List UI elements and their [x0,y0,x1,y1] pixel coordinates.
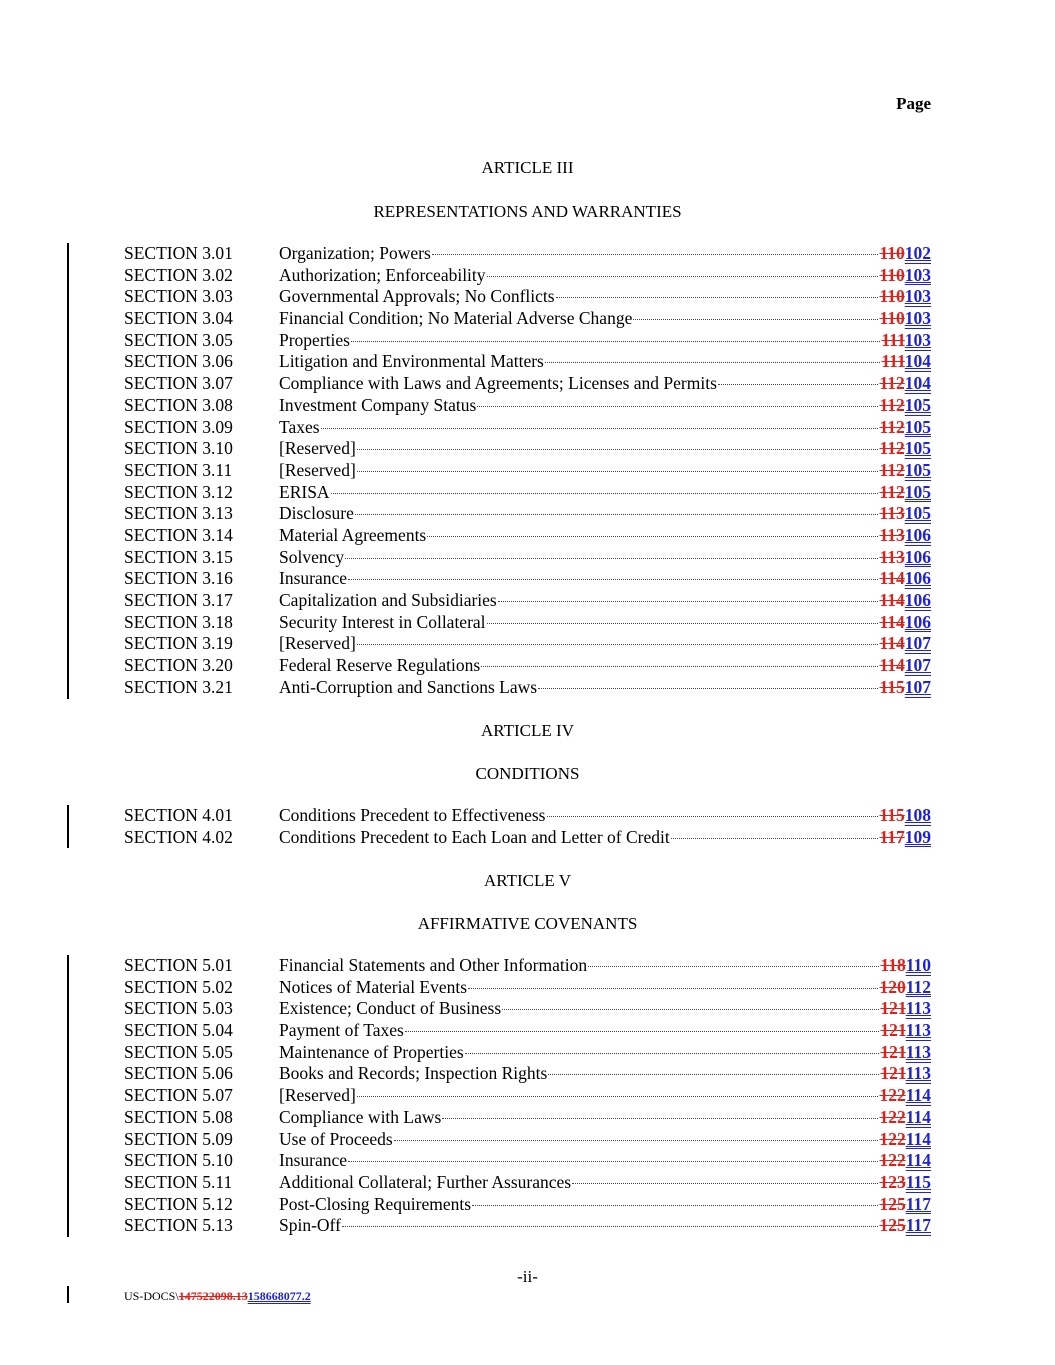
section-title: [Reserved] [279,459,356,480]
section-title: Conditions Precedent to Effectiveness [279,805,546,825]
toc-row[interactable] [0,1020,1055,1042]
page-reference[interactable] [879,243,931,265]
deleted-page-number: 113 [879,546,905,567]
inserted-page-number[interactable]: 106 [904,590,931,610]
section-title: Litigation and Environmental Matters [279,351,544,372]
article-heading: ARTICLE III [481,158,574,177]
dot-leader [487,276,879,277]
deleted-page-number: 123 [879,1171,906,1192]
dot-leader [468,988,878,989]
dot-leader [588,966,879,967]
article-heading: ARTICLE IV [481,721,574,740]
dot-leader [345,558,878,559]
section-number: SECTION 5.13 [124,1215,233,1236]
dot-leader [548,1074,879,1075]
deleted-page-number: 125 [879,1193,906,1214]
section-title: Use of Proceeds [279,1128,393,1149]
page-reference[interactable] [879,1129,931,1151]
dot-leader [331,493,879,494]
deleted-page-number: 114 [879,590,905,610]
deleted-page-number: 121 [880,1063,906,1084]
inserted-page-number[interactable]: 113 [905,1020,931,1041]
article-heading: ARTICLE V [484,871,571,890]
deleted-page-number: 115 [879,676,905,697]
page-reference[interactable] [879,1194,931,1216]
deleted-page-number: 125 [879,1215,906,1236]
footer-change-bar [67,1286,69,1303]
section-title: Anti-Corruption and Sanctions Laws [279,676,538,697]
page-reference[interactable] [880,998,931,1020]
toc-row[interactable] [0,1194,1055,1216]
toc-row[interactable] [0,998,1055,1020]
section-title: [Reserved] [279,633,356,654]
page-reference[interactable] [879,568,931,590]
toc-row[interactable] [0,330,1055,352]
page-reference[interactable] [879,265,931,287]
page-reference[interactable] [879,503,931,525]
section-number: SECTION 3.20 [124,655,233,676]
dot-leader [633,319,878,320]
toc-row[interactable] [0,1172,1055,1194]
page-label: Page [896,94,931,113]
page-reference[interactable] [879,1215,931,1237]
inserted-page-number[interactable]: 104 [904,351,931,372]
toc-row[interactable] [0,243,1055,265]
section-number: SECTION 3.17 [124,590,233,610]
section-number: SECTION 3.08 [124,394,233,415]
toc-row[interactable] [0,525,1055,547]
inserted-page-number[interactable]: 114 [905,1085,931,1106]
toc-row[interactable] [0,1107,1055,1129]
dot-leader [357,1096,879,1097]
dot-leader [472,1205,878,1206]
page-reference[interactable] [879,827,931,849]
inserted-page-number[interactable]: 108 [904,805,931,825]
section-title: Governmental Approvals; No Conflicts [279,286,555,307]
dot-leader [671,838,879,839]
document-id-inserted: 158668077.2 [247,1289,311,1303]
inserted-page-number[interactable]: 107 [904,676,931,697]
document-id-deleted: 147522098.13 [178,1289,248,1303]
section-title: Insurance [279,568,348,589]
toc-row[interactable] [0,373,1055,395]
dot-leader [432,254,879,255]
section-number: SECTION 3.11 [124,459,233,480]
dot-leader [348,579,878,580]
toc-row[interactable] [0,395,1055,417]
page-reference[interactable] [879,1150,931,1172]
toc-row[interactable] [0,482,1055,504]
section-number: SECTION 5.09 [124,1128,233,1149]
section-title: Maintenance of Properties [279,1041,464,1062]
deleted-page-number: 121 [880,1041,906,1062]
section-title: Security Interest in Collateral [279,611,486,632]
section-title: [Reserved] [279,438,356,459]
deleted-page-number: 110 [879,243,905,263]
page-reference[interactable] [879,482,931,504]
section-number: SECTION 5.05 [124,1041,233,1062]
page-reference[interactable] [879,1107,931,1129]
section-number: SECTION 5.08 [124,1106,233,1127]
section-title: Material Agreements [279,524,427,545]
section-title: Existence; Conduct of Business [279,998,502,1019]
dot-leader [348,1161,878,1162]
toc-row[interactable] [0,1063,1055,1085]
section-number: SECTION 5.11 [124,1171,233,1192]
inserted-page-number[interactable]: 107 [904,655,931,676]
section-number: SECTION 3.06 [124,351,233,372]
dot-leader [718,384,879,385]
article-title: REPRESENTATIONS AND WARRANTIES [373,202,682,221]
page-reference[interactable] [879,805,931,827]
dot-leader [547,816,879,817]
toc-row[interactable] [0,568,1055,590]
deleted-page-number: 111 [881,351,905,372]
page-reference[interactable] [879,286,931,308]
section-number: SECTION 5.02 [124,976,233,997]
article-title: AFFIRMATIVE COVENANTS [417,914,638,933]
toc-group-article-3 [0,243,1055,698]
dot-leader [442,1118,878,1119]
toc-row[interactable] [0,612,1055,634]
deleted-page-number: 113 [879,503,905,524]
inserted-page-number[interactable]: 105 [904,438,931,459]
inserted-page-number[interactable]: 107 [904,633,931,654]
dot-leader [556,297,879,298]
section-number: SECTION 3.01 [124,243,233,263]
inserted-page-number[interactable]: 109 [904,826,931,847]
dot-leader [572,1183,878,1184]
inserted-page-number[interactable]: 102 [904,243,931,263]
deleted-page-number: 121 [880,998,906,1019]
toc-row[interactable] [0,1215,1055,1237]
deleted-page-number: 122 [879,1150,906,1171]
page-reference[interactable] [880,1063,931,1085]
inserted-page-number[interactable]: 117 [905,1193,931,1214]
deleted-page-number: 117 [879,826,905,847]
inserted-page-number[interactable]: 105 [904,503,931,524]
page-reference[interactable] [881,330,931,352]
section-number: SECTION 3.05 [124,329,233,350]
section-number: SECTION 3.19 [124,633,233,654]
inserted-page-number[interactable]: 103 [904,286,931,307]
toc-row[interactable] [0,286,1055,308]
section-number: SECTION 3.04 [124,308,233,329]
dot-leader [481,666,878,667]
inserted-page-number[interactable]: 103 [904,329,931,350]
page-reference[interactable] [879,417,931,439]
deleted-page-number: 112 [879,438,905,459]
deleted-page-number: 112 [879,416,905,437]
page-reference[interactable] [879,977,931,999]
page-reference[interactable] [879,373,931,395]
toc-row[interactable] [0,460,1055,482]
section-number: SECTION 3.14 [124,524,233,545]
section-number: SECTION 3.13 [124,503,233,524]
section-number: SECTION 5.06 [124,1063,233,1084]
dot-leader [342,1226,879,1227]
deleted-page-number: 112 [879,459,905,480]
page-reference[interactable] [880,1020,931,1042]
section-title: Solvency [279,546,345,567]
section-number: SECTION 5.01 [124,955,233,975]
dot-leader [487,623,879,624]
section-number: SECTION 5.07 [124,1085,233,1106]
dot-leader [465,1053,880,1054]
inserted-page-number[interactable]: 110 [905,955,931,975]
section-number: SECTION 5.10 [124,1150,233,1171]
inserted-page-number[interactable]: 113 [905,998,931,1019]
section-number: SECTION 3.18 [124,611,233,632]
inserted-page-number[interactable]: 113 [905,1041,931,1062]
footer-page-number: -ii- [517,1267,538,1286]
deleted-page-number: 110 [879,264,905,285]
section-title: Taxes [279,416,320,437]
section-title: Additional Collateral; Further Assurances [279,1171,572,1192]
page-reference[interactable] [879,395,931,417]
section-title: Financial Statements and Other Information [279,955,588,975]
page-reference[interactable] [879,438,931,460]
section-title: Financial Condition; No Material Adverse Change [279,308,633,329]
dot-leader [498,601,879,602]
deleted-page-number: 113 [879,524,905,545]
section-number: SECTION 3.09 [124,416,233,437]
deleted-page-number: 114 [879,633,905,654]
inserted-page-number[interactable]: 114 [905,1150,931,1171]
section-title: Disclosure [279,503,354,524]
section-number: SECTION 3.21 [124,676,233,697]
page-reference[interactable] [879,677,931,699]
section-title: Compliance with Laws [279,1106,442,1127]
page-reference[interactable] [879,612,931,634]
dot-leader [538,688,878,689]
inserted-page-number[interactable]: 113 [905,1063,931,1084]
deleted-page-number: 122 [879,1085,906,1106]
dot-leader [357,471,879,472]
deleted-page-number: 114 [879,568,905,589]
inserted-page-number[interactable]: 114 [905,1106,931,1127]
deleted-page-number: 122 [879,1128,906,1149]
deleted-page-number: 114 [879,655,905,676]
page-reference[interactable] [879,590,931,612]
inserted-page-number[interactable]: 106 [904,546,931,567]
inserted-page-number[interactable]: 106 [904,611,931,632]
dot-leader [357,449,879,450]
section-title: Notices of Material Events [279,976,468,997]
section-title: Properties [279,329,350,350]
dot-leader [351,341,880,342]
inserted-page-number[interactable]: 105 [904,459,931,480]
toc-row[interactable] [0,677,1055,699]
inserted-page-number[interactable]: 103 [904,308,931,329]
toc-row[interactable] [0,590,1055,612]
section-title: Payment of Taxes [279,1020,404,1041]
toc-row[interactable] [0,265,1055,287]
toc-row[interactable] [0,805,1055,827]
deleted-page-number: 122 [879,1106,906,1127]
toc-row[interactable] [0,351,1055,373]
section-number: SECTION 5.12 [124,1193,233,1214]
section-title: ERISA [279,481,330,502]
inserted-page-number[interactable]: 105 [904,394,931,415]
dot-leader [394,1140,879,1141]
inserted-page-number[interactable]: 115 [905,1171,931,1192]
section-number: SECTION 4.01 [124,805,233,825]
toc-row[interactable] [0,547,1055,569]
dot-leader [357,644,879,645]
section-title: [Reserved] [279,1085,356,1106]
section-number: SECTION 5.03 [124,998,233,1019]
section-number: SECTION 3.03 [124,286,233,307]
page-reference[interactable] [879,460,931,482]
section-title: Capitalization and Subsidiaries [279,590,497,610]
inserted-page-number[interactable]: 114 [905,1128,931,1149]
deleted-page-number: 120 [879,976,906,997]
deleted-page-number: 112 [879,394,905,415]
section-number: SECTION 3.12 [124,481,233,502]
dot-leader [355,514,879,515]
toc-row[interactable] [0,1085,1055,1107]
toc-row[interactable] [0,655,1055,677]
deleted-page-number: 112 [879,373,905,394]
section-number: SECTION 3.16 [124,568,233,589]
dot-leader [477,406,878,407]
toc-row[interactable] [0,438,1055,460]
section-number: SECTION 3.15 [124,546,233,567]
dot-leader [405,1031,880,1032]
section-number: SECTION 3.07 [124,373,233,394]
document-id-prefix: US-DOCS\ [124,1289,179,1303]
inserted-page-number[interactable]: 103 [904,264,931,285]
section-title: Spin-Off [279,1215,341,1236]
toc-row[interactable] [0,1150,1055,1172]
page-reference[interactable] [879,525,931,547]
deleted-page-number: 112 [879,481,905,502]
inserted-page-number[interactable]: 104 [904,373,931,394]
toc-row[interactable] [0,417,1055,439]
dot-leader [321,428,879,429]
deleted-page-number: 111 [881,329,905,350]
page-reference[interactable] [879,1085,931,1107]
page-reference[interactable] [880,1042,931,1064]
inserted-page-number[interactable]: 105 [904,481,931,502]
dot-leader [502,1009,879,1010]
toc-row[interactable] [0,1129,1055,1151]
toc-row[interactable] [0,955,1055,977]
toc-row[interactable] [0,827,1055,849]
section-title: Federal Reserve Regulations [279,655,481,676]
deleted-page-number: 110 [879,286,905,307]
inserted-page-number[interactable]: 106 [904,524,931,545]
page-reference[interactable] [879,547,931,569]
section-title: Post-Closing Requirements [279,1193,472,1214]
inserted-page-number[interactable]: 112 [905,976,931,997]
section-title: Books and Records; Inspection Rights [279,1063,548,1084]
section-number: SECTION 3.10 [124,438,233,459]
dot-leader [427,536,878,537]
section-number: SECTION 3.02 [124,264,233,285]
toc-group-article-5 [0,955,1055,1237]
section-number: SECTION 5.04 [124,1020,233,1041]
section-title: Organization; Powers [279,243,431,263]
section-title: Insurance [279,1150,348,1171]
toc-row[interactable] [0,633,1055,655]
toc-row[interactable] [0,503,1055,525]
page-reference[interactable] [879,655,931,677]
toc-row[interactable] [0,308,1055,330]
dot-leader [545,362,881,363]
document-id [124,1289,311,1304]
article-title: CONDITIONS [475,764,580,783]
section-title: Authorization; Enforceability [279,264,486,285]
deleted-page-number: 118 [880,955,906,975]
deleted-page-number: 110 [879,308,905,329]
inserted-page-number[interactable]: 117 [905,1215,931,1236]
toc-row[interactable] [0,1042,1055,1064]
page-reference[interactable] [879,1172,931,1194]
inserted-page-number[interactable]: 106 [904,568,931,589]
inserted-page-number[interactable]: 105 [904,416,931,437]
toc-group-article-4 [0,805,1055,848]
deleted-page-number: 114 [879,611,905,632]
section-number: SECTION 4.02 [124,826,233,847]
section-title: Investment Company Status [279,394,477,415]
section-title: Compliance with Laws and Agreements; Licenses and Permits [279,373,717,394]
toc-row[interactable] [0,977,1055,999]
page-reference[interactable] [881,351,931,373]
section-title: Conditions Precedent to Each Loan and Letter of Credit [279,826,670,847]
deleted-page-number: 121 [880,1020,906,1041]
page-reference[interactable] [879,308,931,330]
deleted-page-number: 115 [879,805,905,825]
page-reference[interactable] [879,633,931,655]
page-reference[interactable] [880,955,931,977]
